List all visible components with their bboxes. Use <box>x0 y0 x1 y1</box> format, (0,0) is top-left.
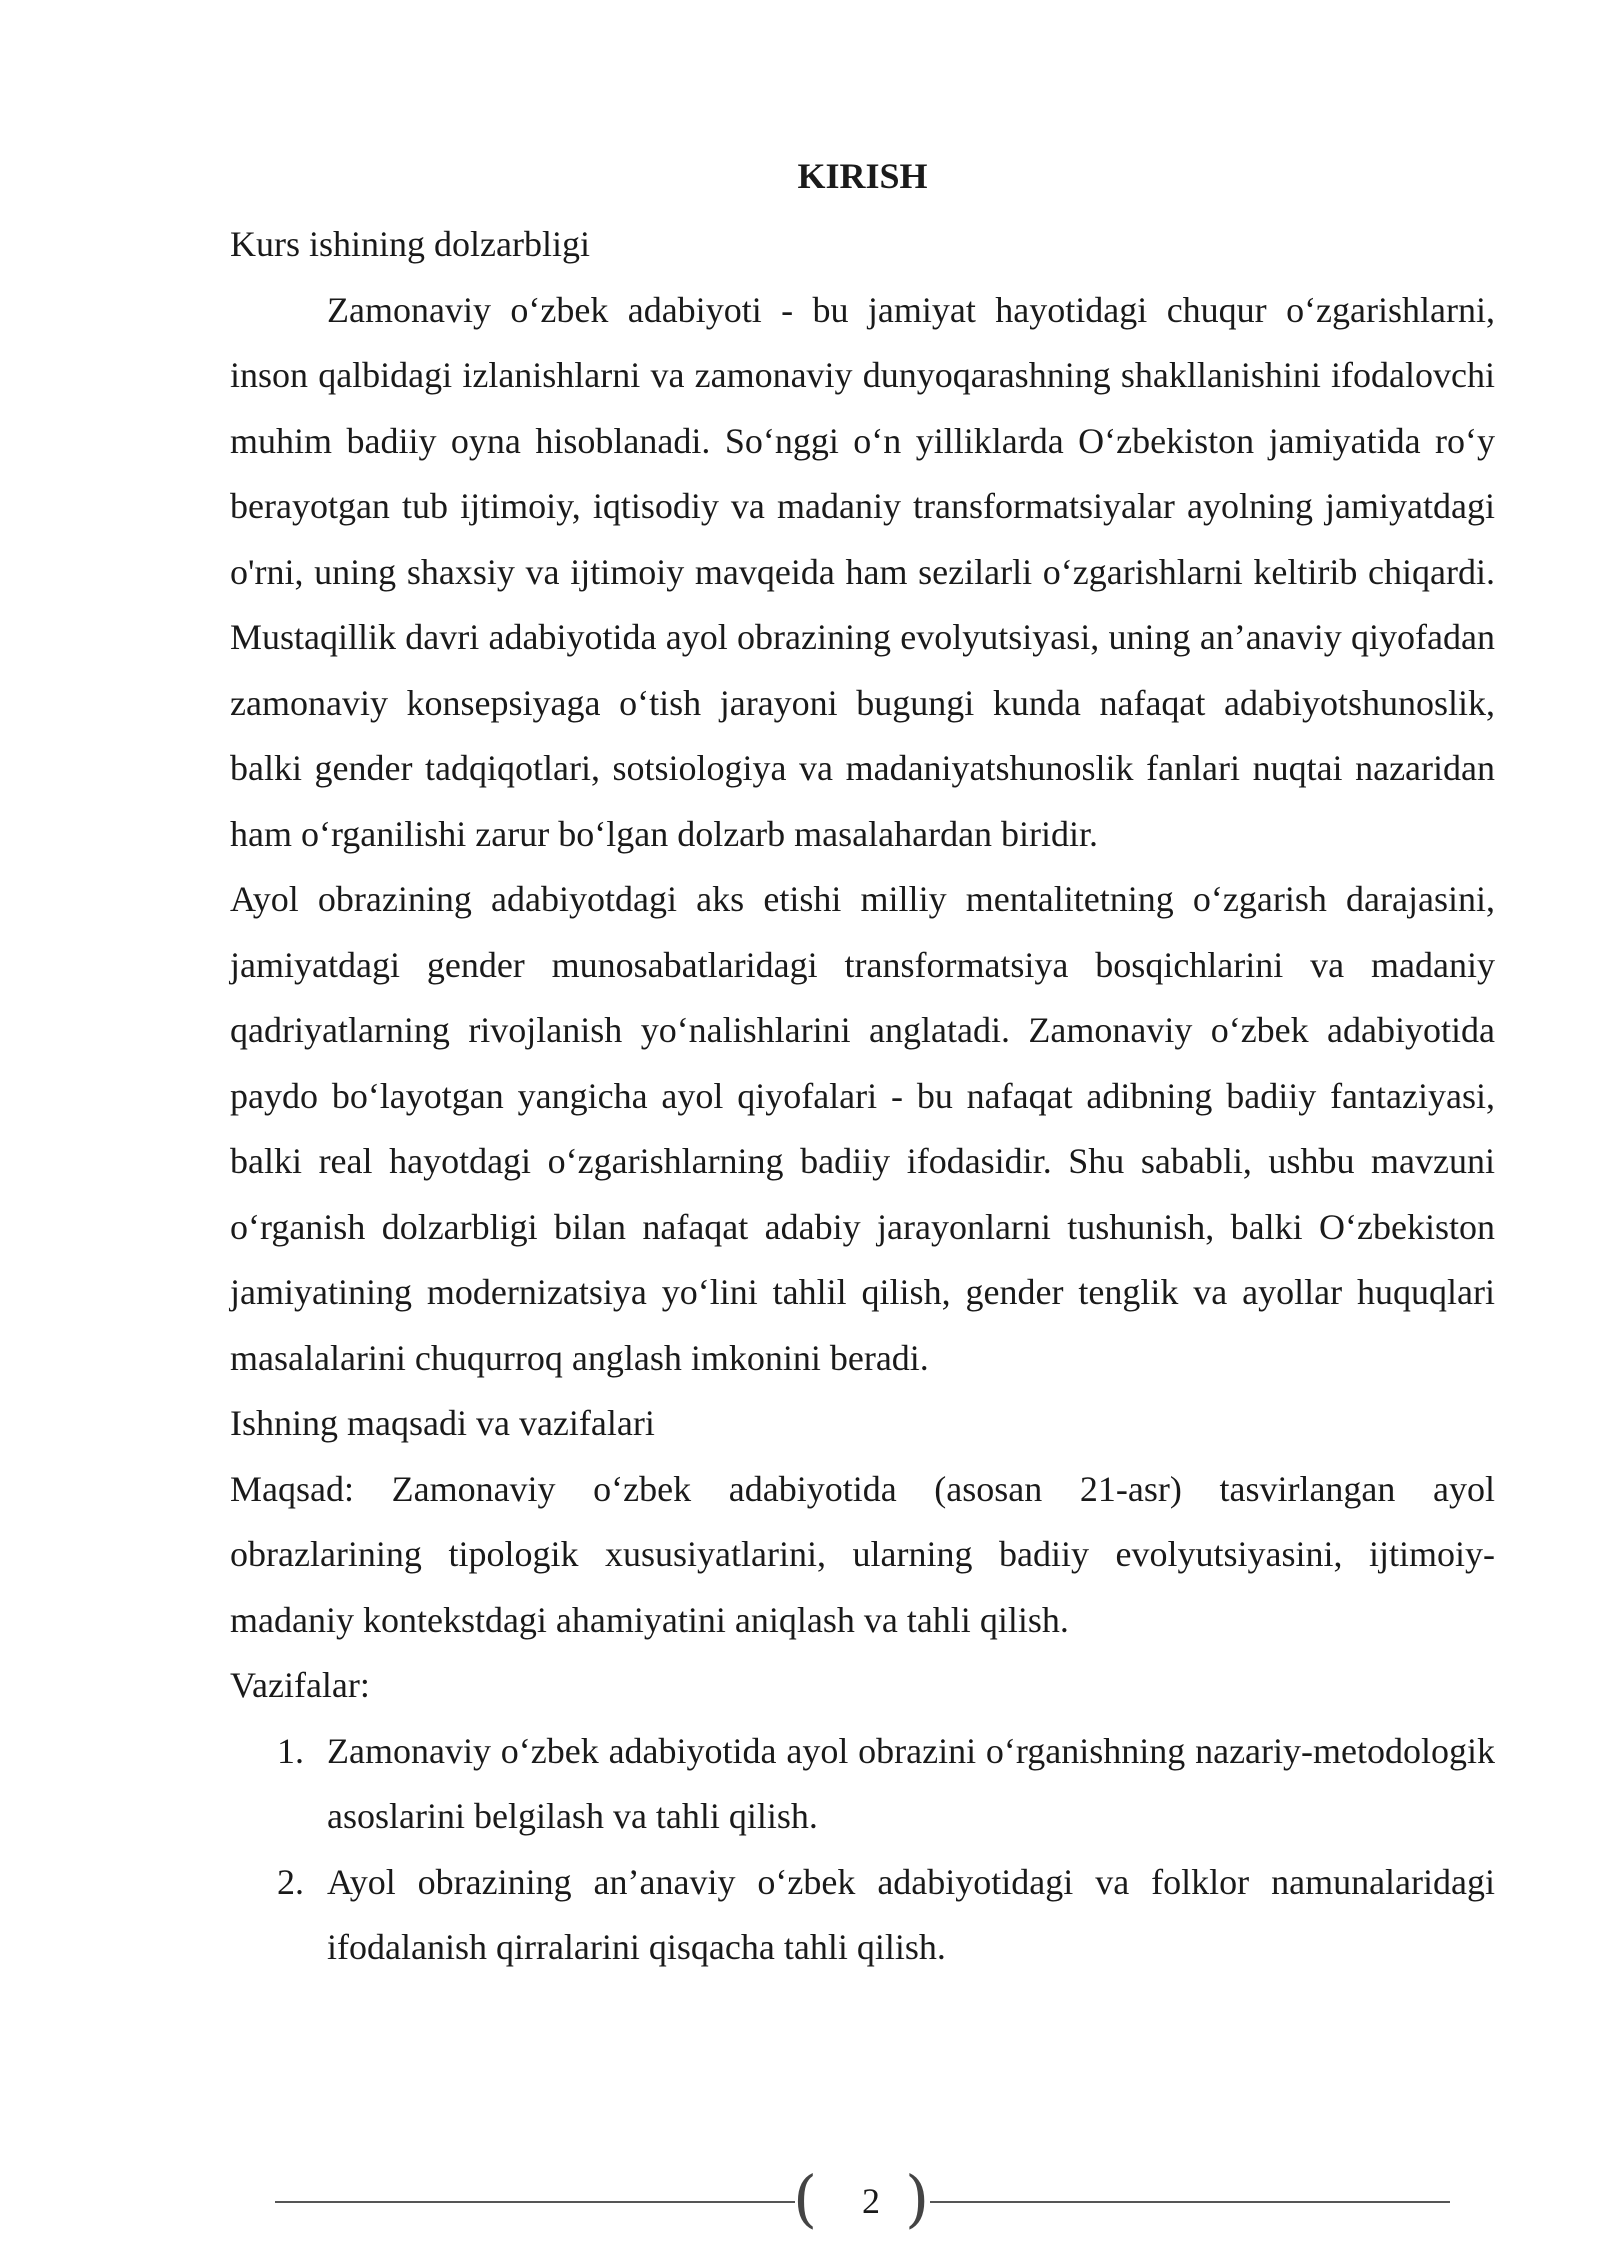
footer-bracket-right: ) <box>905 2162 930 2235</box>
footer-rule-left <box>275 2201 795 2203</box>
list-item-number: 2. <box>277 1861 304 1902</box>
page-number: 2 <box>862 2181 880 2221</box>
list-item-text: Zamonaviy o‘zbek adabiyotida ayol obrazini o‘rganishning nazariy-metodologik asoslarini belgilash va tahli qilish. <box>327 1730 1495 1836</box>
section-heading-relevance: Kurs ishining dolzarbligi <box>230 224 590 264</box>
paragraph-relevance-1: Zamonaviy o‘zbek adabiyoti - bu jamiyat hayotidagi chuqur o‘zgarishlarni, inson qalbidagi izlanishlarni va zamonaviy dunyoqarashning shakllanishini ifodalovchi muhim badiiy oyna hisoblanadi. So‘nggi o‘n yilliklarda O‘zbekiston jamiyatida ro‘y berayotgan tub ijtimoiy, iqtisodiy va madaniy transformatsiyalar ayolning jamiyatdagi o'rni, uning shaxsiy va ijtimoiy mavqeida ham sezilarli o‘zgarishlarni keltirib chiqardi. Mustaqillik davri adabiyotida ayol obrazining evolyutsiyasi, uning an’anaviy qiyofadan zamonaviy konsepsiyaga o‘tish jarayoni bugungi kunda nafaqat adabiyotshunoslik, balki gender tadqiqotlari, sotsiologiya va madaniyatshunoslik fanlari nuqtai nazaridan ham o‘rganilishi zarur bo‘lgan dolzarb masalahardan biridir. <box>230 289 1495 854</box>
list-item <box>230 1719 1495 1850</box>
tasks-heading: Vazifalar: <box>230 1665 370 1705</box>
list-item <box>230 1850 1495 1981</box>
tasks-list <box>230 1719 1495 1981</box>
document-page <box>230 148 1495 1981</box>
document-title: KIRISH <box>797 156 928 196</box>
list-item-number: 1. <box>277 1730 304 1771</box>
footer-bracket-left: ( <box>793 2162 818 2235</box>
list-item-text: Ayol obrazining an’anaviy o‘zbek adabiyotidagi va folklor namunalaridagi ifodalanish qirralarini qisqacha tahli qilish. <box>327 1861 1495 1967</box>
paragraph-relevance-2: Ayol obrazining adabiyotdagi aks etishi milliy mentalitetning o‘zgarish darajasini, jamiyatdagi gender munosabatlaridagi transformatsiya bosqichlarini va madaniy qadriyatlarning rivojlanish yo‘nalishlarini anglatadi. Zamonaviy o‘zbek adabiyotida paydo bo‘layotgan yangicha ayol qiyofalari - bu nafaqat adibning badiiy fantaziyasi, balki real hayotdagi o‘zgarishlarning badiiy ifodasidir. Shu sababli, ushbu mavzuni o‘rganish dolzarbligi bilan nafaqat adabiy jarayonlarni tushunish, balki O‘zbekiston jamiyatining modernizatsiya yo‘lini tahlil qilish, gender tenglik va ayollar huquqlari masalalarini chuqurroq anglash imkonini beradi. <box>230 879 1495 1378</box>
footer-rule-right <box>930 2201 1450 2203</box>
section-heading-goals: Ishning maqsadi va vazifalari <box>230 1403 655 1443</box>
page-footer <box>275 2158 1450 2244</box>
paragraph-goal: Maqsad: Zamonaviy o‘zbek adabiyotida (asosan 21-asr) tasvirlangan ayol obrazlarining tipologik xususiyatlarini, ularning badiiy evolyutsiyasini, ijtimoiy-madaniy kontekstdagi ahamiyatini aniqlash va tahli qilish. <box>230 1468 1495 1640</box>
